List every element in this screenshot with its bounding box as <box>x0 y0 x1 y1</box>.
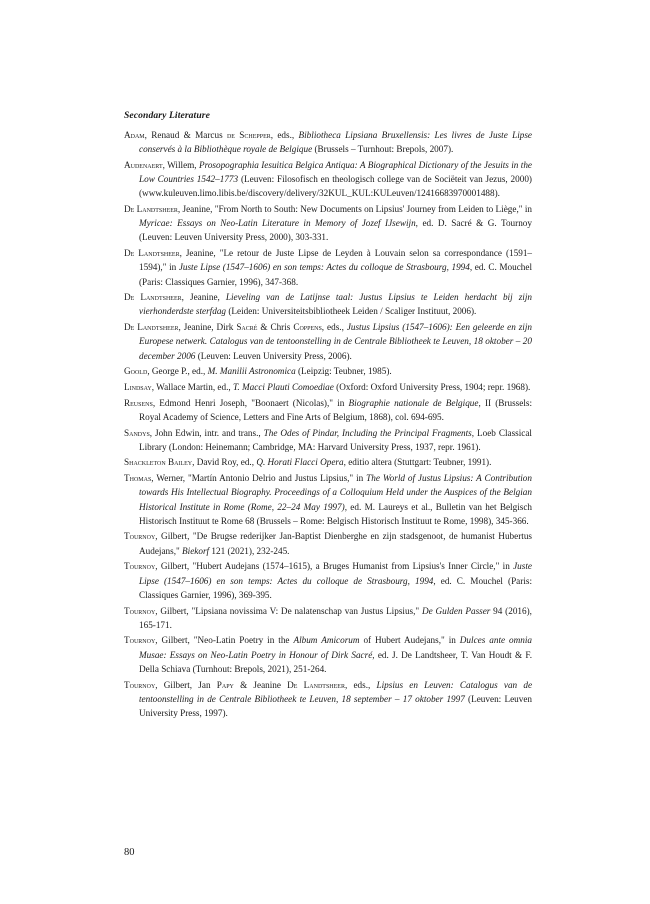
bibliography-entry <box>124 128 532 156</box>
entry-text: , eds., <box>321 322 347 333</box>
work-title: Album Amicorum <box>293 635 360 646</box>
bibliography-entry <box>124 559 532 602</box>
work-title: Myricae: Essays on Neo-Latin Literature in Memory of Jozef IJsewijn <box>139 218 416 229</box>
entry-text: , John Edwin, intr. and trans., <box>149 427 264 438</box>
entry-text: 94 (2016), 165-171. <box>139 605 532 630</box>
work-title: Lipsius en Leuven: Catalogus van de tentoonstelling in de Centrale Bibliotheek te Leuven, 18 september – 17 oktober 1997 <box>139 679 533 704</box>
coauthor-surname: de Schepper <box>226 130 271 140</box>
author-surname: Audenaert <box>124 159 163 170</box>
entry-text: (Leiden: Universiteitsbibliotheek Leiden / Scaliger Instituut, 2006). <box>226 306 477 317</box>
entry-text: , II (Brussels: Royal Academy of Science, Letters and Fine Arts of Belgium, 1868), col. 694-695. <box>139 397 532 422</box>
section-heading: Secondary Literature <box>124 110 210 121</box>
entry-text: , Jeanine, "Le retour de Juste Lipse de Leyden à Louvain selon sa correspondance (1591–1594)," in <box>139 248 533 273</box>
entry-text: (Leuven: Leuven University Press, 2006). <box>195 350 352 361</box>
author-surname: Reusens <box>124 397 153 408</box>
entry-text: , ed. J. De Landtsheer, T. Van Houdt & F. Della Schiava (Turnhout: Brepols, 2021), 251-264. <box>139 649 533 674</box>
entry-text: , Renaud & Marcus <box>144 130 227 140</box>
entry-text: (Oxford: Oxford University Press, 1904; repr. 1968). <box>333 381 531 392</box>
work-title: Biekorf <box>182 545 210 556</box>
author-surname: De Landtsheer <box>124 292 182 303</box>
page-number: 80 <box>124 847 135 858</box>
author-surname: Lindsay <box>124 381 152 392</box>
bibliography-entry <box>124 202 532 245</box>
work-title: Biographie nationale de Belgique <box>348 397 479 408</box>
entry-text: , Werner, "Martín Antonio Delrio and Justus Lipsius," in <box>151 473 367 484</box>
work-title: Lieveling van de Latijnse taal: Justus Lipsius te Leiden herdacht bij zijn vierhonderdste sterfdag <box>139 292 532 317</box>
entry-text: , Gilbert, "De Brugse rederijker Jan-Baptist Dienberghe en zijn stadsgenoot, de humanist Hubertus Audejans," <box>139 531 532 556</box>
bibliography-entry <box>124 380 532 394</box>
bibliography-entry <box>124 471 532 528</box>
work-title: Juste Lipse (1547–1606) en son temps: Actes du colloque de Strasbourg, 1994 <box>139 561 532 586</box>
entry-text: , eds., <box>344 679 377 690</box>
entry-text: , Jeanine, Dirk <box>178 322 237 333</box>
entry-text: (Leipzig: Teubner, 1985). <box>295 366 392 377</box>
work-title: The World of Justus Lipsius: A Contribution towards His Intellectual Biography. Proceedings of a Colloquium Held under the Auspices of the Belgian Historical Institute in Rome (Rome, 22–24 May 1997) <box>139 473 532 512</box>
work-title: Juste Lipse (1547–1606) en son temps: Actes du colloque de Strasbourg, 1994 <box>178 262 470 273</box>
bibliography-entry <box>124 678 532 721</box>
bibliography-entry <box>124 158 532 201</box>
author-surname: Goold <box>124 366 148 377</box>
bibliography-entry <box>124 604 532 632</box>
author-surname: De Landtsheer <box>124 248 180 259</box>
entry-text: , Loeb Classical Library (London: Heinemann; Cambridge, MA: Harvard University Press, 1937, repr. 1961). <box>139 427 532 452</box>
bibliography-entry <box>124 246 532 289</box>
author-surname: Tournoy <box>124 635 156 646</box>
bibliography-entry <box>124 455 532 469</box>
coauthor-surname: De Landtsheer <box>287 679 345 690</box>
work-title: The Odes of Pindar, Including the Principal Fragments <box>263 427 472 438</box>
author-surname: Sandys <box>124 427 150 438</box>
entry-text: , ed. C. Mouchel (Paris: Classiques Garnier, 1996), 369-395. <box>139 575 532 600</box>
author-surname: Tournoy <box>124 679 156 690</box>
entry-text: , editio altera (Stuttgart: Teubner, 1991). <box>343 457 492 468</box>
entry-text: , Willem, <box>162 159 199 170</box>
entry-text: , Jeanine, "From North to South: New Documents on Lipsius' Journey from Leiden to Liège," in <box>177 204 532 215</box>
bibliography-list <box>124 128 532 722</box>
author-surname: De Landtsheer <box>124 322 179 333</box>
author-surname: Adam <box>124 130 145 140</box>
entry-text: , ed. C. Mouchel (Paris: Classiques Garnier, 1996), 347-368. <box>139 262 532 287</box>
bibliography-entry <box>124 396 532 424</box>
author-surname: Shackleton Bailey <box>124 457 193 468</box>
entry-text: , ed. D. Sacré & G. Tournoy (Leuven: Leuven University Press, 2000), 303-331. <box>139 218 532 243</box>
work-title: Bibliotheca Lipsiana Bruxellensis: Les livres de Juste Lipse conservés à la Bibliothèque royale de Belgique <box>139 130 533 155</box>
entry-text: , Wallace Martin, ed., <box>151 381 233 392</box>
entry-text: , eds., <box>270 130 299 140</box>
entry-text: & Jeanine <box>233 679 288 690</box>
entry-text: , Gilbert, "Hubert Audejans (1574–1615), a Bruges Humanist from Lipsius's Inner Circle," in <box>155 561 514 572</box>
work-title: Q. Horati Flacci Opera <box>256 457 344 468</box>
bibliography-entry <box>124 633 532 676</box>
entry-text: , Gilbert, "Lipsiana novissima V: De nalatenschap van Justus Lipsius," <box>155 605 422 616</box>
entry-text: , David Roy, ed., <box>192 457 257 468</box>
author-surname: Tournoy <box>124 605 156 616</box>
bibliography-entry <box>124 529 532 557</box>
entry-text: , George P., ed., <box>147 366 208 377</box>
author-surname: Thomas <box>124 473 152 484</box>
coauthor-surname: Coppens <box>293 322 322 333</box>
entry-text: 121 (2021), 232-245. <box>209 545 290 556</box>
author-surname: De Landtsheer <box>124 204 178 215</box>
author-surname: Tournoy <box>124 561 156 572</box>
entry-text: , Jeanine, <box>181 292 226 303</box>
entry-text: , Gilbert, Jan <box>155 679 217 690</box>
entry-text: , Edmond Henri Joseph, "Boonaert (Nicolas)," in <box>152 397 349 408</box>
work-title: De Gulden Passer <box>421 605 491 616</box>
entry-text: (Leuven: Filosofisch en theologisch college van de Sociëteit van Jezus, 2000) (www.kuleuven.limo.libis.be/discovery/delivery/32KUL_KUL:KULeuven/12416683970001488). <box>139 174 532 199</box>
work-title: Justus Lipsius (1547–1606): Een geleerde en zijn Europese netwerk. Catalogus van de tentoonstelling in de Centrale Bibliotheek te Leuven, 18 oktober – 20 december 2006 <box>139 322 532 361</box>
work-title: M. Manilii Astronomica <box>207 366 296 377</box>
entry-text: & Chris <box>257 322 294 333</box>
bibliography-entry <box>124 364 532 378</box>
coauthor-surname: Papy <box>216 679 234 690</box>
work-title: Dulces ante omnia Musae: Essays on Neo-Latin Poetry in Honour of Dirk Sacré <box>139 635 532 660</box>
work-title: T. Macci Plauti Comoediae <box>232 381 334 392</box>
work-title: Prosopographia Iesuitica Belgica Antiqua: A Biographical Dictionary of the Jesuits in the Low Countries 1542–1773 <box>139 159 532 185</box>
entry-text: (Leuven: Leuven University Press, 1997). <box>139 693 533 718</box>
coauthor-surname: Sacré <box>236 322 258 333</box>
bibliography-entry <box>124 290 532 318</box>
entry-text: of Hubert Audejans," in <box>359 635 460 646</box>
bibliography-entry <box>124 426 532 454</box>
author-surname: Tournoy <box>124 531 156 542</box>
entry-text: , Gilbert, "Neo-Latin Poetry in the <box>155 635 294 646</box>
entry-text: (Brussels – Turnhout: Brepols, 2007). <box>312 144 454 155</box>
entry-text: , ed. M. Laureys et al., Bulletin van het Belgisch Historisch Instituut te Rome 68 (Brussels – Rome: Belgisch Historisch Instituut te Rome, 1998), 345-366. <box>139 501 532 526</box>
bibliography-entry <box>124 320 532 363</box>
